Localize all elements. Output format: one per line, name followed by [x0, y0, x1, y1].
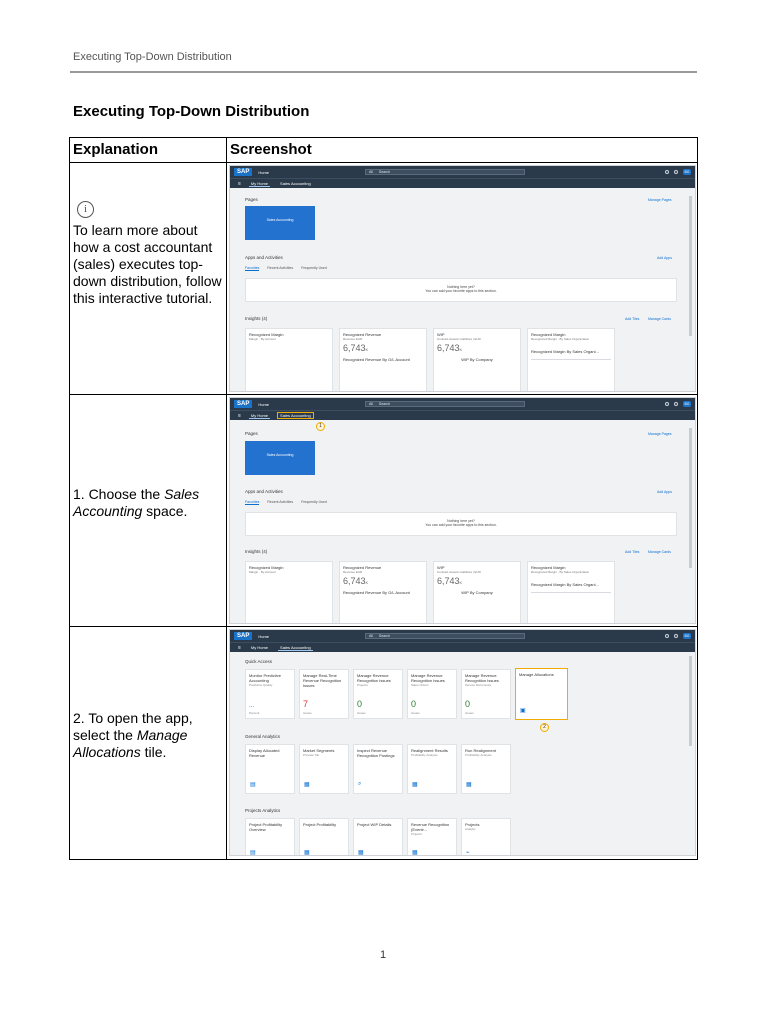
- card-subtitle: Revenue EUR: [343, 337, 363, 341]
- search-placeholder: Search: [378, 402, 390, 406]
- chart-icon: ⌁: [466, 850, 470, 856]
- analytics-tile: [407, 744, 457, 794]
- screenshot-cell: [227, 395, 697, 626]
- tab-frequent: Frequently Used: [301, 266, 327, 270]
- analytics-tile: [461, 818, 511, 856]
- quick-access-label: Quick Access: [245, 659, 273, 664]
- card-footer: WIP By Company: [461, 590, 493, 595]
- tile-unit: Issues: [357, 711, 366, 715]
- qa-tile: [245, 669, 295, 719]
- tab-my-home: My Home: [250, 412, 269, 418]
- page-number: 1: [380, 949, 387, 961]
- empty-state: [245, 512, 677, 536]
- table-row: [70, 163, 697, 395]
- step-callout: 1: [316, 422, 325, 431]
- tile-number: 7: [303, 699, 309, 709]
- step-target: Manage Allocations: [73, 727, 188, 760]
- qa-tile: [299, 669, 349, 719]
- qa-tile: [461, 669, 511, 719]
- tab-favorites: Favorites: [245, 500, 260, 504]
- qa-tile: [407, 669, 457, 719]
- tile-number: 0: [357, 699, 363, 709]
- card-subtitle: Margin · By Account: [249, 337, 276, 341]
- apps-tabs: [245, 266, 327, 271]
- empty-title: Nothing here yet?: [447, 519, 475, 523]
- tile-unit: Issues: [465, 711, 474, 715]
- card-subtitle: Margin · By Account: [249, 570, 276, 574]
- tile-title: Inspect Revenue Recognition Postings: [357, 748, 395, 758]
- card-title: Recognized Margin: [249, 565, 284, 570]
- tile-subtitle: Profitability Analysis: [465, 753, 492, 757]
- card-subtitle: Contract Assets/ Liabilities | EUR: [437, 337, 481, 341]
- kpi-value: 6,743: [343, 343, 366, 353]
- tile-subtitle: Profitability Analysis: [411, 753, 438, 757]
- search-scope: All: [369, 170, 373, 174]
- chart-line: [531, 592, 611, 593]
- table-header-row: [70, 138, 697, 163]
- space-tabs: [230, 642, 695, 652]
- screenshot-step-1: [229, 397, 696, 624]
- card-subtitle: Recognized Margin · By Sales Organization: [531, 570, 590, 574]
- kpi-unit: K: [459, 580, 463, 585]
- insight-card: [245, 328, 333, 392]
- general-analytics-label: General Analytics: [245, 734, 281, 739]
- add-apps-link: Add Apps: [657, 256, 672, 260]
- pages-label: Pages: [245, 197, 258, 202]
- home-label: Home: [258, 401, 270, 407]
- tab-sales-accounting: Sales Accounting: [280, 644, 311, 650]
- add-apps-link: Add Apps: [657, 490, 672, 494]
- insight-card: [527, 328, 615, 392]
- tile-subtitle: Service Documents: [465, 683, 492, 687]
- step-2-text: [73, 710, 223, 761]
- empty-title: Nothing here yet?: [447, 285, 475, 289]
- sap-logo: SAP: [234, 168, 252, 176]
- tile-subtitle: Projects: [411, 832, 422, 836]
- card-subtitle: Contract Assets/ Liabilities | EUR: [437, 570, 481, 574]
- tile-title: Display Allocated Revenue: [249, 748, 280, 758]
- kpi-value: 6,743: [437, 576, 460, 586]
- chart-icon: ▦: [304, 850, 310, 856]
- explanation-header: Explanation: [70, 138, 227, 163]
- analytics-tile: [353, 744, 403, 794]
- kpi-unit: K: [365, 347, 369, 352]
- tile-title: Project WIP Details: [357, 822, 392, 827]
- search-field: [365, 169, 525, 175]
- screenshot-header: Screenshot: [230, 141, 312, 158]
- tile-subtitle: Preview Tile: [303, 753, 320, 757]
- search-scope: All: [369, 634, 373, 638]
- menu-icon: ≡: [238, 412, 241, 419]
- table-row: [70, 395, 697, 627]
- card-footer: WIP By Company: [461, 357, 493, 362]
- card-kpi: [437, 576, 517, 586]
- tab-recent: Recent Activities: [267, 266, 294, 270]
- card-title: WIP: [437, 565, 445, 570]
- tile-title: Projects: [465, 822, 480, 827]
- qa-tile: [353, 669, 403, 719]
- manage-cards-link: Manage Cards: [648, 317, 671, 321]
- menu-icon: ≡: [238, 644, 241, 651]
- tile-title: Monitor Predictive Accounting: [249, 673, 282, 683]
- screenshot-step-2: [229, 629, 696, 856]
- screenshot-cell: [227, 627, 697, 859]
- analytics-tile: [407, 818, 457, 856]
- projects-analytics-label: Projects Analytics: [245, 808, 281, 813]
- step-callout: 2: [540, 723, 549, 732]
- chart-icon: ▦: [358, 850, 364, 856]
- manage-cards-link: Manage Cards: [648, 550, 671, 554]
- explanation-cell: [70, 395, 227, 626]
- tab-sales-accounting[interactable]: Sales Accounting: [280, 413, 311, 418]
- help-icon: [665, 634, 669, 638]
- apps-tabs: [245, 500, 327, 505]
- chart-line: [531, 359, 611, 360]
- tile-title: Project Profitability Overview: [249, 822, 283, 832]
- info-icon: i: [77, 201, 94, 218]
- tile-title: Manage Real-Time Revenue Recognition Issues: [303, 673, 342, 688]
- card-subtitle: Revenue EUR: [343, 570, 363, 574]
- explanation-cell: [70, 163, 227, 394]
- shell-bar: [230, 630, 695, 642]
- tile-title: Project Profitability: [303, 822, 337, 827]
- kpi-value: 6,743: [437, 343, 460, 353]
- sales-accounting-tile: Sales Accounting: [245, 441, 315, 475]
- document-icon: ▣: [520, 708, 526, 714]
- add-tiles-link: Add Tiles: [625, 317, 640, 321]
- sap-logo: SAP: [234, 632, 252, 640]
- intro-text: To learn more about how a cost accountant (sales) executes top-down distribution, follow this interactive tutorial.: [73, 222, 222, 306]
- search-placeholder: Search: [378, 170, 390, 174]
- chart-icon: ▦: [412, 782, 418, 788]
- card-title: Recognized Margin: [531, 565, 566, 570]
- chart-icon: ▦: [466, 782, 472, 788]
- manage-allocations-tile[interactable]: [515, 668, 568, 720]
- chart-icon: ▤: [250, 782, 256, 788]
- kpi-unit: K: [365, 580, 369, 585]
- avatar: BG: [684, 634, 690, 638]
- empty-subtitle: You can add your favorite apps to this section.: [425, 289, 497, 293]
- screenshot-cell: [227, 163, 697, 394]
- card-footer: Recognized Margin By Sales Organi...: [531, 349, 599, 354]
- home-label: Home: [258, 169, 270, 175]
- tile-title: Manage Revenue Recognition Issues: [411, 673, 445, 683]
- kpi-unit: K: [459, 347, 463, 352]
- card-kpi: [343, 576, 423, 586]
- tile-subtitle: Predictive Quality: [249, 683, 273, 687]
- card-footer: Recognized Margin By Sales Organi...: [531, 582, 599, 587]
- tile-title: Market Segments: [303, 748, 335, 753]
- tile-unit: Percent: [249, 711, 260, 715]
- tile-title: Realignment Results: [411, 748, 448, 753]
- step-text-suffix: space.: [142, 503, 188, 519]
- scrollbar: [689, 196, 692, 336]
- card-title: Recognized Margin: [531, 332, 566, 337]
- tile-unit: Issues: [303, 711, 312, 715]
- tab-frequent: Frequently Used: [301, 500, 327, 504]
- card-title: Recognized Revenue: [343, 332, 382, 337]
- scrollbar: [689, 428, 692, 568]
- card-title: WIP: [437, 332, 445, 337]
- help-icon: [665, 402, 669, 406]
- tile-subtitle: Projects: [357, 683, 368, 687]
- insight-card: [527, 561, 615, 624]
- bell-icon: [674, 402, 678, 406]
- card-title: Recognized Margin: [249, 332, 284, 337]
- document-title: Executing Top-Down Distribution: [73, 103, 310, 120]
- apps-activities-label: Apps and Activities: [245, 489, 283, 494]
- analytics-tile: [299, 818, 349, 856]
- kpi-value: 6,743: [343, 576, 366, 586]
- step-text-prefix: 2. To open the app, select the: [73, 710, 193, 743]
- table-row: [70, 627, 697, 859]
- menu-icon: ≡: [238, 180, 241, 187]
- step-text-prefix: 1. Choose the: [73, 486, 165, 502]
- analytics-tile: [245, 818, 295, 856]
- step-target: Sales Accounting: [73, 486, 200, 519]
- insights-label: Insights (4): [245, 549, 268, 554]
- scrollbar: [689, 656, 692, 746]
- analytics-tile: [299, 744, 349, 794]
- tile-title: Manage Revenue Recognition Issues: [465, 673, 499, 683]
- tab-recent: Recent Activities: [267, 500, 294, 504]
- analytics-tile: [353, 818, 403, 856]
- tile-title: Manage Revenue Recognition Issues: [357, 673, 391, 683]
- tile-unit: Issues: [411, 711, 420, 715]
- tile-number: 0: [465, 699, 471, 709]
- tile-number: 0: [411, 699, 417, 709]
- empty-subtitle: You can add your favorite apps to this section.: [425, 523, 497, 527]
- home-label: Home: [258, 633, 270, 639]
- insight-card: [339, 561, 427, 624]
- chart-icon: ▤: [250, 850, 256, 856]
- apps-activities-label: Apps and Activities: [245, 255, 283, 260]
- shell-bar: [230, 398, 695, 410]
- search-field: [365, 633, 525, 639]
- tile-title: Revenue Recognition (Eventr...: [411, 822, 450, 832]
- chart-icon: ▦: [304, 782, 310, 788]
- insight-card: [339, 328, 427, 392]
- card-footer: Recognized Revenue By G/L Account: [343, 357, 410, 362]
- insight-card: [245, 561, 333, 624]
- card-kpi: [343, 343, 423, 353]
- tile-subtitle: Analytic: [465, 827, 476, 831]
- screenshot-home: [229, 165, 696, 392]
- help-icon: [665, 170, 669, 174]
- tab-sales-accounting: Sales Accounting: [280, 181, 311, 186]
- card-title: Recognized Revenue: [343, 565, 382, 570]
- manage-pages-link: Manage Pages: [648, 432, 672, 436]
- avatar: BG: [684, 170, 690, 174]
- step-text-suffix: tile.: [140, 744, 167, 760]
- step-1-text: [73, 486, 223, 520]
- tile-number: ...: [249, 703, 255, 709]
- chart-icon: ▦: [412, 850, 418, 856]
- tab-favorites: Favorites: [245, 266, 260, 270]
- empty-state: [245, 278, 677, 302]
- tile-title: Run Realignment: [465, 748, 496, 753]
- bell-icon: [674, 634, 678, 638]
- card-subtitle: Recognized Margin · By Sales Organization: [531, 337, 590, 341]
- tab-my-home: My Home: [250, 645, 269, 650]
- pages-label: Pages: [245, 431, 258, 436]
- sales-accounting-tile: Sales Accounting: [245, 206, 315, 240]
- tab-my-home: My Home: [250, 180, 269, 186]
- insight-card: [433, 328, 521, 392]
- analytics-tile: [461, 744, 511, 794]
- add-tiles-link: Add Tiles: [625, 550, 640, 554]
- search-scope: All: [369, 402, 373, 406]
- card-kpi: [437, 343, 517, 353]
- tile-title: Manage Allocations: [519, 672, 554, 677]
- space-tabs: [230, 410, 695, 420]
- manage-pages-link: Manage Pages: [648, 198, 672, 202]
- analytics-tile: [245, 744, 295, 794]
- insights-label: Insights (4): [245, 316, 268, 321]
- explanation-cell: [70, 627, 227, 859]
- sap-logo: SAP: [234, 400, 252, 408]
- search-placeholder: Search: [378, 634, 390, 638]
- header-rule: [70, 71, 697, 73]
- insight-card: [433, 561, 521, 624]
- card-footer: Recognized Revenue By G/L Account: [343, 590, 410, 595]
- steps-table: [69, 137, 698, 860]
- bell-icon: [674, 170, 678, 174]
- space-tabs: [230, 178, 695, 188]
- running-header: Executing Top-Down Distribution: [73, 51, 232, 63]
- search-icon: ⌕: [358, 781, 362, 787]
- tile-subtitle: Sales Orders: [411, 683, 429, 687]
- search-field: [365, 401, 525, 407]
- avatar: BG: [684, 402, 690, 406]
- shell-bar: [230, 166, 695, 178]
